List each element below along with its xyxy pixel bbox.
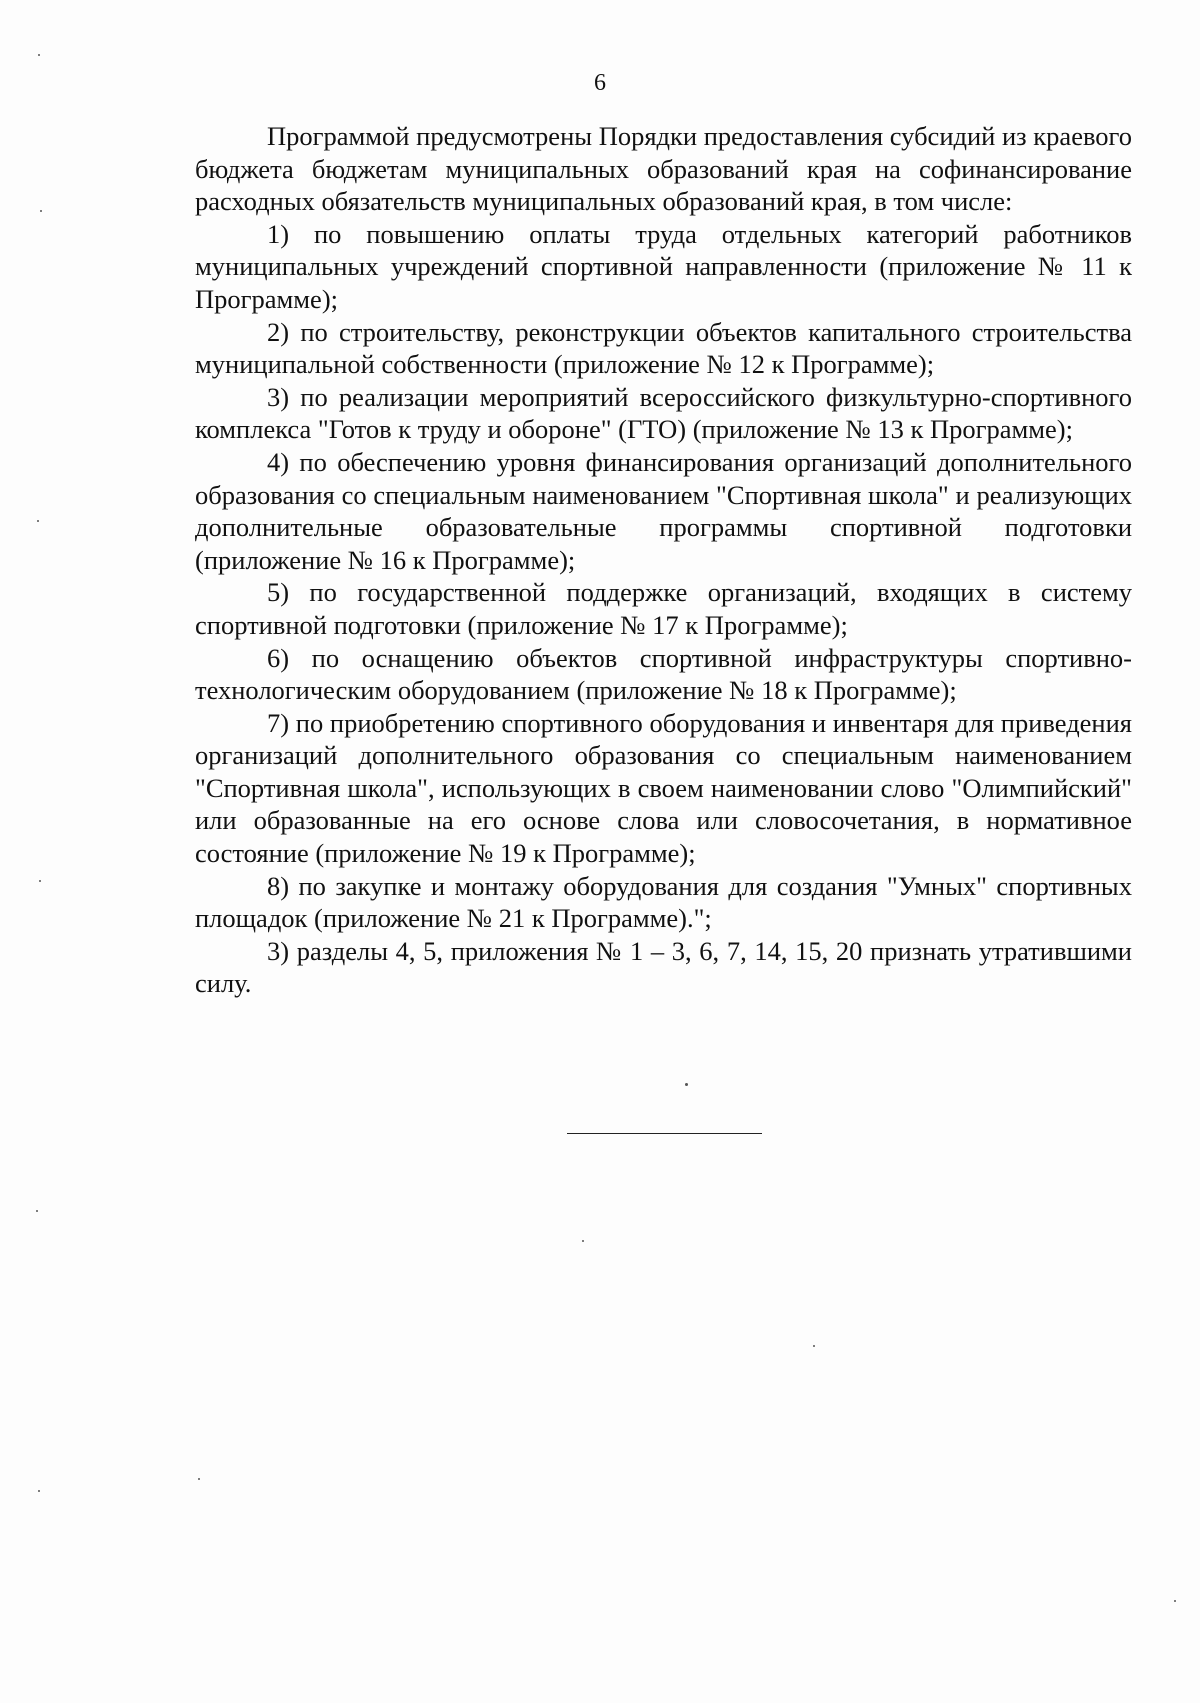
list-item-2: 2) по строительству, реконструкции объектов капитального строительства муниципальной собственности (приложение № 12 к Программе); bbox=[195, 316, 1132, 380]
scan-speck bbox=[37, 520, 39, 522]
page-number: 6 bbox=[594, 70, 606, 96]
list-item-4: 4) по обеспечению уровня финансирования организаций дополнительного образования со специальным наименованием "Спортивная школа" и реализующих дополнительные образовательные программы спортивной подготовки (приложение № 16 к Программе); bbox=[195, 446, 1132, 575]
list-item-3: 3) по реализации мероприятий всероссийского физкультурно-спортивного комплекса "Готов к труду и обороне" (ГТО) (приложение № 13 к Программе); bbox=[195, 381, 1132, 445]
scan-speck bbox=[198, 1478, 200, 1480]
closing-rule bbox=[567, 1133, 762, 1134]
scan-speck bbox=[1174, 1600, 1176, 1602]
scan-speck bbox=[813, 1345, 815, 1347]
document-body bbox=[195, 120, 1132, 1000]
closing-paragraph: 3) разделы 4, 5, приложения № 1 – 3, 6, 7, 14, 15, 20 признать утратившими силу. bbox=[195, 935, 1132, 999]
scan-speck bbox=[582, 1240, 584, 1242]
intro-paragraph: Программой предусмотрены Порядки предоставления субсидий из краевого бюджета бюджетам муниципальных образований края на софинансирование расходных обязательств муниципальных образований края, в том числе: bbox=[195, 121, 1132, 217]
scan-speck bbox=[36, 1210, 38, 1212]
list-item-7: 7) по приобретению спортивного оборудования и инвентаря для приведения организаций дополнительного образования со специальным наименованием "Спортивная школа", использующих в своем наименовании слово "Олимпийский" или образованные на его основе слова или словосочетания, в нормативное состояние (приложение № 19 к Программе); bbox=[195, 707, 1132, 869]
scan-speck bbox=[40, 210, 42, 212]
list-item-5: 5) по государственной поддержке организаций, входящих в систему спортивной подготовки (приложение № 17 к Программе); bbox=[195, 577, 1132, 640]
scan-speck bbox=[38, 1490, 40, 1492]
list-item-8: 8) по закупке и монтажу оборудования для создания "Умных" спортивных площадок (приложение № 21 к Программе)."; bbox=[195, 870, 1132, 934]
scan-speck bbox=[39, 880, 41, 882]
scan-speck bbox=[685, 1083, 688, 1086]
list-item-6: 6) по оснащению объектов спортивной инфраструктуры спортивно-технологическим оборудованием (приложение № 18 к Программе); bbox=[195, 642, 1132, 706]
scan-speck bbox=[38, 54, 40, 56]
list-item-1: 1) по повышению оплаты труда отдельных категорий работников муниципальных учреждений спортивной направленности (приложение № 11 к Программе); bbox=[195, 218, 1132, 314]
